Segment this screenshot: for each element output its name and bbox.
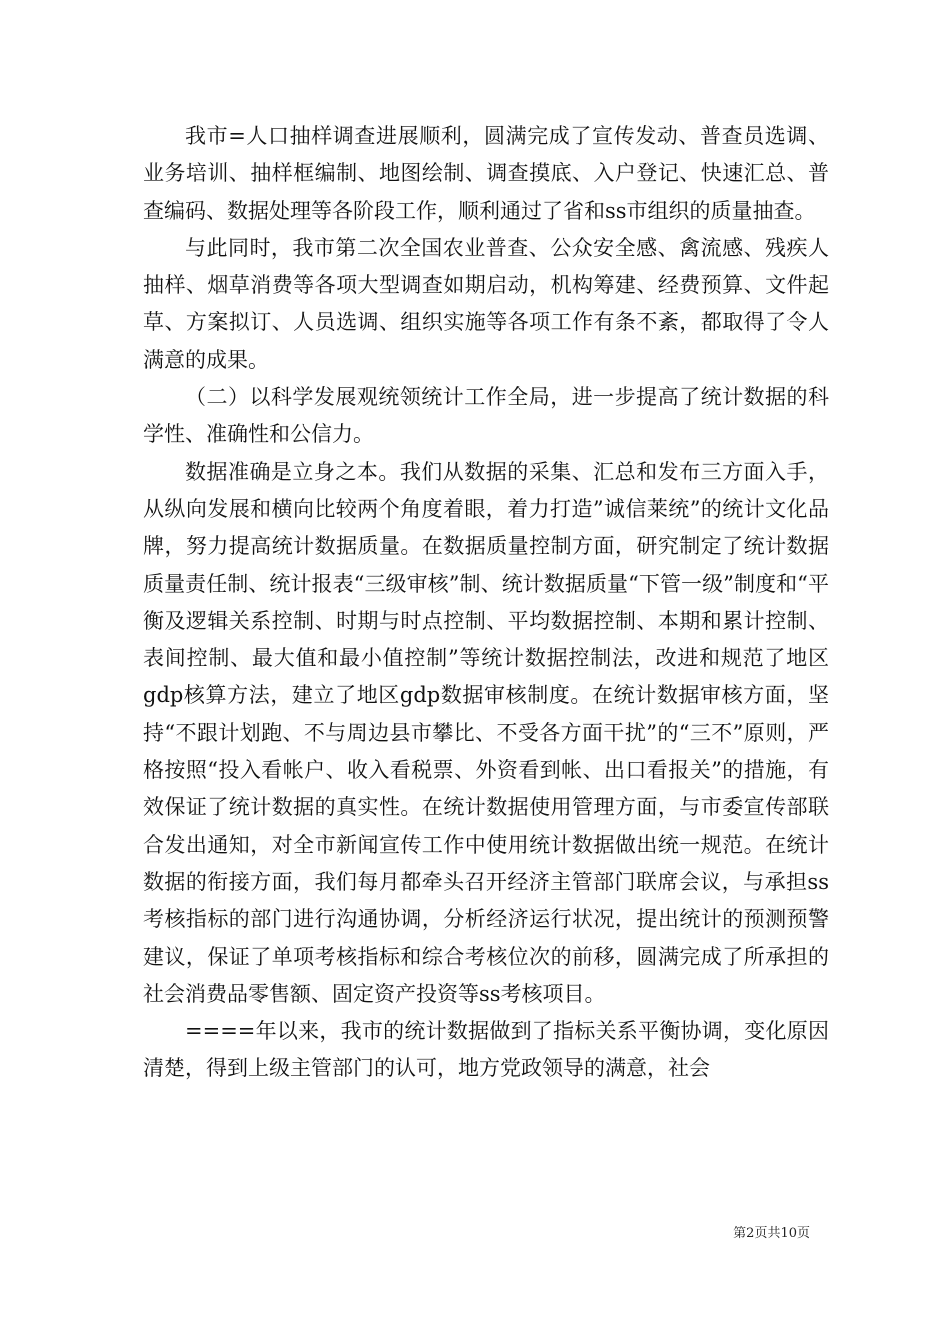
paragraph-results-since: ====年以来，我市的统计数据做到了指标关系平衡协调，变化原因清楚，得到上级主管部门的认可，地方党政领导的满意，社会 <box>143 1019 829 1081</box>
paragraph-section-heading: （二）以科学发展观统领统计工作全局，进一步提高了统计数据的科学性、准确性和公信力。 <box>143 385 829 447</box>
paragraph-data-accuracy: 数据准确是立身之本。我们从数据的采集、汇总和发布三方面入手，从纵向发展和横向比较两个角度着眼，着力打造”诚信莱统”的统计文化品牌，努力提高统计数据质量。在数据质量控制方面，研究制定了统计数据质量责任制、统计报表“三级审核”制、统计数据质量“下管一级”制度和“平衡及逻辑关系控制、时期与时点控制、平均数据控制、本期和累计控制、表间控制、最大值和最小值控制”等统计数据控制法，改进和规范了地区gdp核算方法，建立了地区gdp数据审核制度。在统计数据审核方面，坚持“不跟计划跑、不与周边县市攀比、不受各方面干扰”的“三不”原则，严格按照“投入看帐户、收入看税票、外资看到帐、出口看报关”的措施，有效保证了统计数据的真实性。在统计数据使用管理方面，与市委宣传部联合发出通知，对全市新闻宣传工作中使用统计数据做出统一规范。在统计数据的衔接方面，我们每月都牵头召开经济主管部门联席会议，与承担ss考核指标的部门进行沟通协调，分析经济运行状况，提出统计的预测预警建议，保证了单项考核指标和综合考核位次的前移，圆满完成了所承担的社会消费品零售额、固定资产投资等ss考核项目。 <box>143 459 829 1006</box>
page-number-footer: 第2页共10页 <box>733 1226 810 1241</box>
paragraph-census-progress: 我市=人口抽样调查进展顺利，圆满完成了宣传发动、普查员选调、业务培训、抽样框编制、地图绘制、调查摸底、入户登记、快速汇总、普查编码、数据处理等各阶段工作，顺利通过了省和ss市组织的质量抽查。 <box>143 124 829 223</box>
document-body <box>143 118 829 1088</box>
paragraph-surveys-launched: 与此同时，我市第二次全国农业普查、公众安全感、禽流感、残疾人抽样、烟草消费等各项大型调查如期启动，机构筹建、经费预算、文件起草、方案拟订、人员选调、组织实施等各项工作有条不紊，都取得了令人满意的成果。 <box>143 235 829 372</box>
